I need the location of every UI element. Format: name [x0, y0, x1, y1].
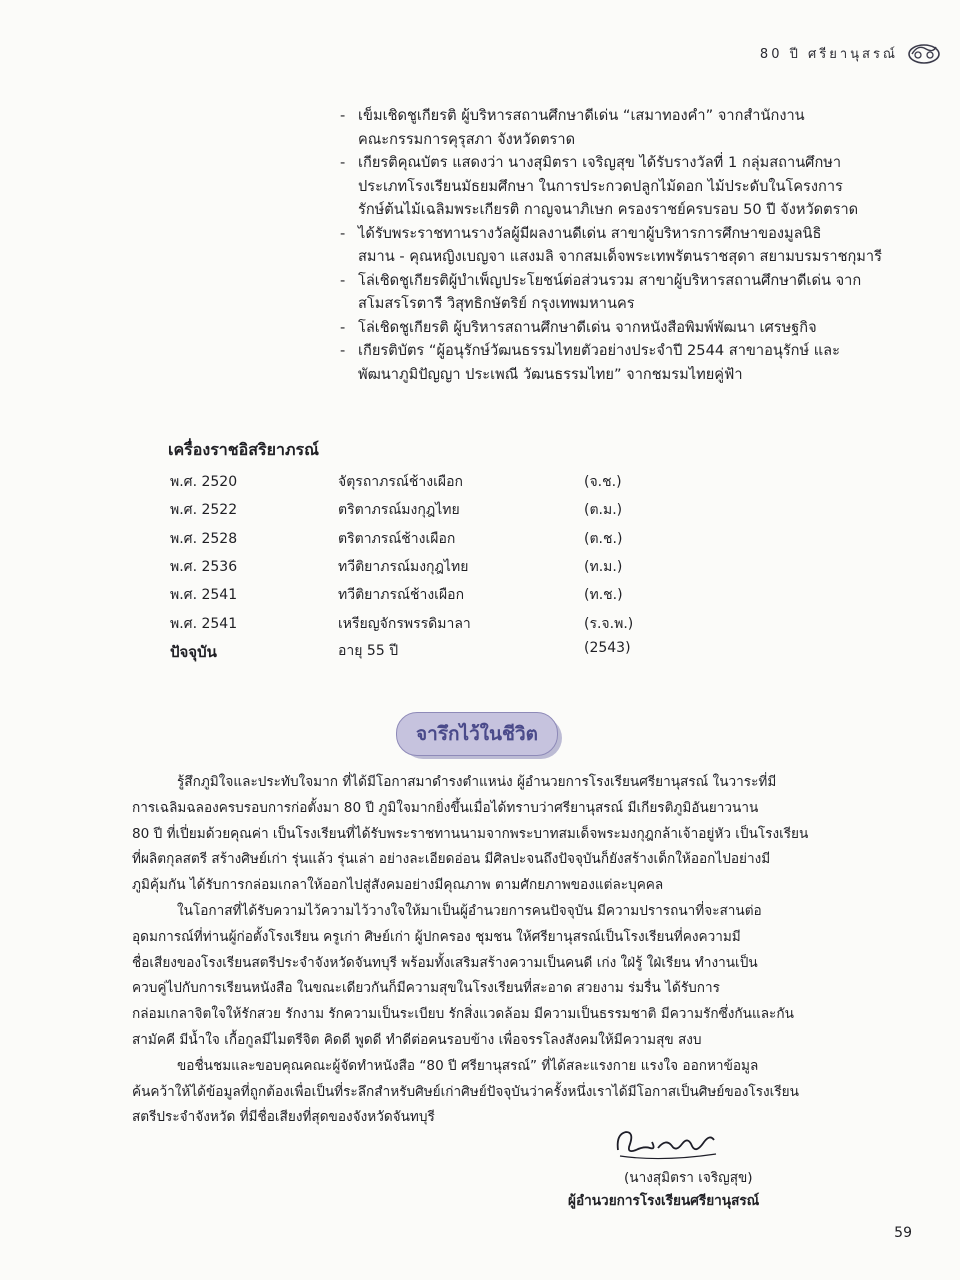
bullet-dash: -: [340, 271, 346, 289]
decoration-name: เหรียญจักรพรรดิมาลา: [338, 615, 471, 632]
award-line: พัฒนาภูมิปัญญา ประเพณี วัฒนธรรมไทย” จากชมรมไทยคู่ฟ้า: [358, 365, 743, 383]
award-line: รักษ์ต้นไม้เฉลิมพระเกียรติ กาญจนาภิเษก ครองราชย์ครบรอบ 50 ปี จังหวัดตราด: [358, 201, 859, 218]
award-line: ประเภทโรงเรียนมัธยมศึกษา ในการประกวดปลูกไม้ดอก ไม้ประดับในโครงการ: [358, 177, 843, 195]
decoration-abbr: (ต.ม.): [584, 502, 623, 519]
decorations-heading: เครื่องราชอิสริยาภรณ์: [168, 440, 319, 459]
section-banner: [396, 712, 564, 758]
current-label: ปัจจุบัน: [170, 643, 217, 661]
memo-line: ขอชื่นชมและขอบคุณคณะผู้จัดทำหนังสือ “80 ปี ศรียานุสรณ์” ที่ได้สละแรงกาย แรงใจ ออกหาข้อมูล: [177, 1057, 759, 1074]
award-line: สโมสรโรตารี วิสุทธิกษัตริย์ กรุงเทพมหานคร: [358, 295, 635, 312]
header-title: 80 ปี ศรียานุสรณ์: [759, 46, 898, 62]
award-line: โล่เชิดชูเกียรติ ผู้บริหารสถานศึกษาดีเด่น จากหนังสือพิมพ์พัฒนา เศรษฐกิจ: [358, 318, 817, 336]
memo-line: ค้นคว้าให้ได้ข้อมูลที่ถูกต้องเพื่อเป็นที่ระลึกสำหรับศิษย์เก่าศิษย์ปัจจุบันว่าครั้งหนึ่งเราได้มีโอกาสเป็นศิษย์ของโรงเรียน: [132, 1083, 799, 1100]
current-age-row: [170, 640, 870, 668]
memo-line: อุดมการณ์ที่ท่านผู้ก่อตั้งโรงเรียน ครูเก่า ศิษย์เก่า ผู้ปกครอง ชุมชน ให้ศรียานุสรณ์เป็นโรงเรียนที่คงความมี: [132, 928, 741, 945]
decoration-row: [170, 471, 870, 499]
current-year: (2543): [584, 640, 631, 656]
memo-line: ในโอกาสที่ได้รับความไว้ความไว้วางใจให้มาเป็นผู้อำนวยการคนปัจจุบัน มีความปรารถนาที่จะสานต่อ: [177, 902, 762, 919]
award-item: [340, 151, 930, 222]
memo-line: ชื่อเสียงของโรงเรียนสตรีประจำจังหวัดจันทบุรี พร้อมทั้งเสริมสร้างความเป็นคนดี เก่ง ใฝ่รู้ ใฝ่เรียน ทำงานเป็น: [132, 954, 758, 971]
signatory-title: ผู้อำนวยการโรงเรียนศรียานุสรณ์: [568, 1193, 760, 1209]
decoration-abbr: (ร.จ.พ.): [584, 615, 634, 632]
decoration-year: พ.ศ. 2528: [170, 530, 238, 547]
award-item: [340, 104, 930, 151]
memo-line: สตรีประจำจังหวัด ที่มีชื่อเสียงที่สุดของจังหวัดจันทบุรี: [132, 1109, 435, 1126]
decoration-abbr: (ท.ม.): [584, 558, 623, 575]
current-value: อายุ 55 ปี: [338, 643, 399, 659]
decoration-year: พ.ศ. 2536: [170, 558, 238, 575]
decoration-row: [170, 584, 870, 612]
award-item: [340, 222, 930, 269]
decoration-year: พ.ศ. 2541: [170, 615, 238, 632]
award-line: เข็มเชิดชูเกียรติ ผู้บริหารสถานศึกษาดีเด่น “เสมาทองคำ” จากสำนักงาน: [358, 107, 805, 124]
bullet-dash: -: [340, 342, 346, 359]
bullet-dash: -: [340, 224, 346, 242]
decoration-abbr: (จ.ช.): [584, 474, 622, 490]
memo-line: กล่อมเกลาจิตใจให้รักสวย รักงาม รักความเป็นระเบียบ รักสิ่งแวดล้อม มีความเป็นธรรมชาติ มีความรักซึ่งกันและกัน: [132, 1006, 794, 1023]
bullet-dash: -: [340, 154, 346, 171]
memo-text: [132, 770, 844, 1131]
award-line: ได้รับพระราชทานรางวัลผู้มีผลงานดีเด่น สาขาผู้บริหารการศึกษาของมูลนิธิ: [358, 224, 822, 242]
handwritten-signature: [612, 1120, 722, 1166]
award-item: [340, 269, 930, 316]
decoration-row: [170, 528, 870, 556]
anniversary-logo-icon: [906, 40, 942, 66]
decoration-row: [170, 556, 870, 584]
decoration-name: จัตุรถาภรณ์ช้างเผือก: [338, 474, 463, 490]
award-item: [340, 339, 930, 386]
memo-line: ภูมิคุ้มกัน ได้รับการกล่อมเกลาให้ออกไปสู่สังคมอย่างมีคุณภาพ ตามศักยภาพของแต่ละบุคคล: [132, 877, 664, 894]
signatory-name: (นางสุมิตรา เจริญสุข): [624, 1170, 753, 1186]
decoration-name: ทวีติยาภรณ์ช้างเผือก: [338, 587, 465, 604]
award-line: เกียรติคุณบัตร แสดงว่า นางสุมิตรา เจริญสุข ได้รับรางวัลที่ 1 กลุ่มสถานศึกษา: [358, 154, 842, 171]
bullet-dash: -: [340, 107, 346, 124]
memo-line: ที่ผลิตกุลสตรี สร้างศิษย์เก่า รุ่นแล้ว รุ่นเล่า อย่างละเอียดอ่อน มีศิลปะจนถึงปัจจุบันก็ยังสร้างเด็กให้ออกไปอย่างมี: [132, 851, 771, 868]
decoration-name: ตริตาภรณ์ช้างเผือก: [338, 530, 456, 547]
awards-list: [340, 104, 930, 386]
decoration-row: [170, 613, 870, 641]
page-header: [760, 40, 942, 66]
section-title: จารึกไว้ในชีวิต: [396, 712, 558, 756]
memo-line: การเฉลิมฉลองครบรอบการก่อตั้งมา 80 ปี ภูมิใจมากยิ่งขึ้นเมื่อได้ทราบว่าศรียานุสรณ์ มีเกียรติภูมิอันยาวนาน: [132, 799, 759, 816]
decoration-name: ตริตาภรณ์มงกุฎไทย: [338, 502, 460, 519]
decoration-name: ทวีติยาภรณ์มงกุฎไทย: [338, 558, 469, 575]
memo-line: 80 ปี ที่เปี่ยมด้วยคุณค่า เป็นโรงเรียนที่ได้รับพระราชทานนามจากพระบาทสมเด็จพระมงกุฎกล้าเจ้าอยู่หัว เป็นโรงเรียน: [132, 825, 809, 842]
award-item: [340, 316, 930, 340]
decoration-year: พ.ศ. 2520: [170, 474, 238, 490]
decoration-year: พ.ศ. 2522: [170, 502, 238, 519]
award-line: โล่เชิดชูเกียรติผู้บำเพ็ญประโยชน์ต่อส่วนรวม สาขาผู้บริหารสถานศึกษาดีเด่น จาก: [358, 271, 862, 289]
memo-line: รู้สึกภูมิใจและประทับใจมาก ที่ได้มีโอกาสมาดำรงตำแหน่ง ผู้อำนวยการโรงเรียนศรียานุสรณ์ ในวาระที่มี: [177, 774, 777, 790]
decoration-row: [170, 499, 870, 527]
decoration-abbr: (ท.ช.): [584, 587, 623, 604]
page-number: 59: [894, 1225, 912, 1241]
award-line: คณะกรรมการคุรุสภา จังหวัดตราด: [358, 130, 576, 148]
memo-line: ควบคู่ไปกับการเรียนหนังสือ ในขณะเดียวกันก็มีความสุขในโรงเรียนที่สะอาด สวยงาม ร่มรื่น ได้รับการ: [132, 980, 720, 997]
decoration-year: พ.ศ. 2541: [170, 587, 238, 604]
memo-line: สามัคคี มีน้ำใจ เกื้อกูลมีไมตรีจิต คิดดี พูดดี ทำดีต่อคนรอบข้าง เพื่อจรรโลงสังคมให้มีความสุข สงบ: [132, 1031, 702, 1048]
award-line: เกียรติบัตร “ผู้อนุรักษ์วัฒนธรรมไทยตัวอย่างประจำปี 2544 สาขาอนุรักษ์ และ: [358, 342, 840, 359]
award-line: สมาน - คุณหญิงเบญจา แสงมลิ จากสมเด็จพระเทพรัตนราชสุดา สยามบรมราชกุมารี: [358, 248, 882, 265]
bullet-dash: -: [340, 318, 346, 336]
decoration-abbr: (ต.ช.): [584, 530, 623, 547]
